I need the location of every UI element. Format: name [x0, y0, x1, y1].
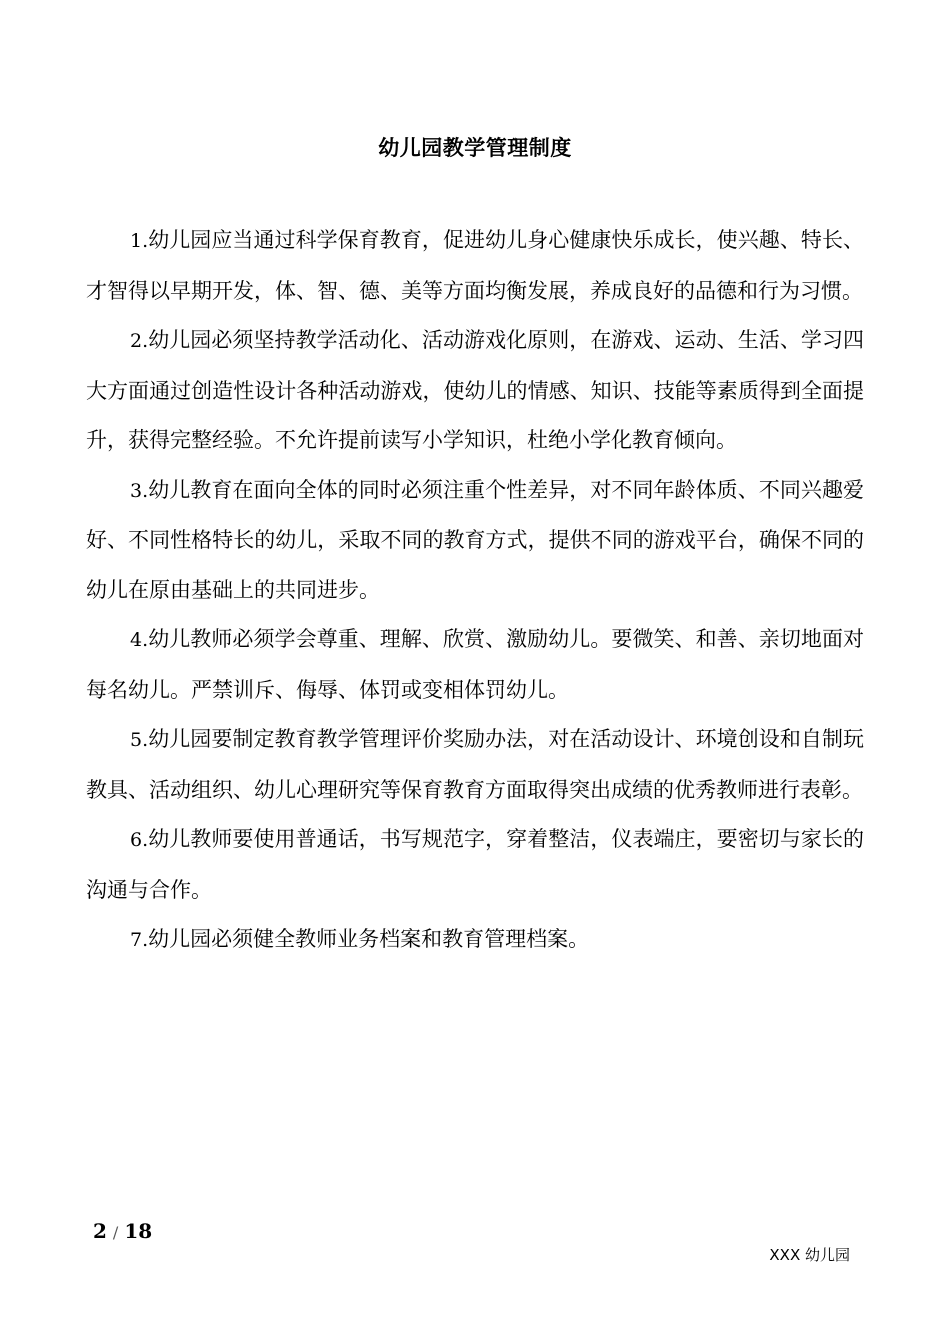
- paragraph-number: 6.: [130, 829, 149, 851]
- paragraph-number: 7.: [130, 929, 149, 951]
- page-separator: /: [112, 1223, 119, 1242]
- paragraph-text: 幼儿园应当通过科学保育教育，促进幼儿身心健康快乐成长，使兴趣、特长、才智得以早期开发，体、智、德、美等方面均衡发展，养成良好的品德和行为习惯。: [86, 228, 864, 303]
- paragraph-7: [86, 915, 864, 966]
- paragraph-3: [86, 466, 864, 616]
- paragraph-number: 4.: [130, 629, 149, 651]
- paragraph-text: 幼儿园必须健全教师业务档案和教育管理档案。: [148, 927, 590, 951]
- paragraph-2: [86, 316, 864, 466]
- paragraph-text: 幼儿园必须坚持教学活动化、活动游戏化原则，在游戏、运动、生活、学习四大方面通过创造性设计各种活动游戏，使幼儿的情感、知识、技能等素质得到全面提升，获得完整经验。不允许提前读写小学知识，杜绝小学化教育倾向。: [86, 328, 864, 452]
- paragraph-number: 3.: [130, 479, 149, 502]
- document-title: 幼儿园教学管理制度: [378, 136, 572, 160]
- footer-organization: XXX 幼儿园: [769, 1246, 850, 1264]
- paragraph-number: 5.: [130, 729, 149, 751]
- paragraph-1: [86, 216, 864, 316]
- paragraph-text: 幼儿教师要使用普通话，书写规范字，穿着整洁，仪表端庄，要密切与家长的沟通与合作。: [86, 827, 864, 902]
- paragraph-text: 幼儿教育在面向全体的同时必须注重个性差异，对不同年龄体质、不同兴趣爱好、不同性格特长的幼儿，采取不同的教育方式，提供不同的游戏平台，确保不同的幼儿在原由基础上的共同进步。: [86, 477, 864, 602]
- paragraph-text: 幼儿园要制定教育教学管理评价奖励办法，对在活动设计、环境创设和自制玩教具、活动组织、幼儿心理研究等保育教育方面取得突出成绩的优秀教师进行表彰。: [86, 727, 864, 802]
- paragraph-number: 1.: [130, 230, 149, 252]
- paragraph-text: 幼儿教师必须学会尊重、理解、欣赏、激励幼儿。要微笑、和善、亲切地面对每名幼儿。严禁训斥、侮辱、体罚或变相体罚幼儿。: [86, 627, 864, 702]
- page-current: 2: [93, 1219, 107, 1243]
- paragraph-4: [86, 615, 864, 715]
- paragraph-5: [86, 715, 864, 815]
- paragraph-6: [86, 815, 864, 915]
- document-body: [86, 216, 864, 966]
- page-total: 18: [124, 1219, 153, 1243]
- page-number: [93, 1218, 152, 1246]
- paragraph-number: 2.: [130, 330, 149, 352]
